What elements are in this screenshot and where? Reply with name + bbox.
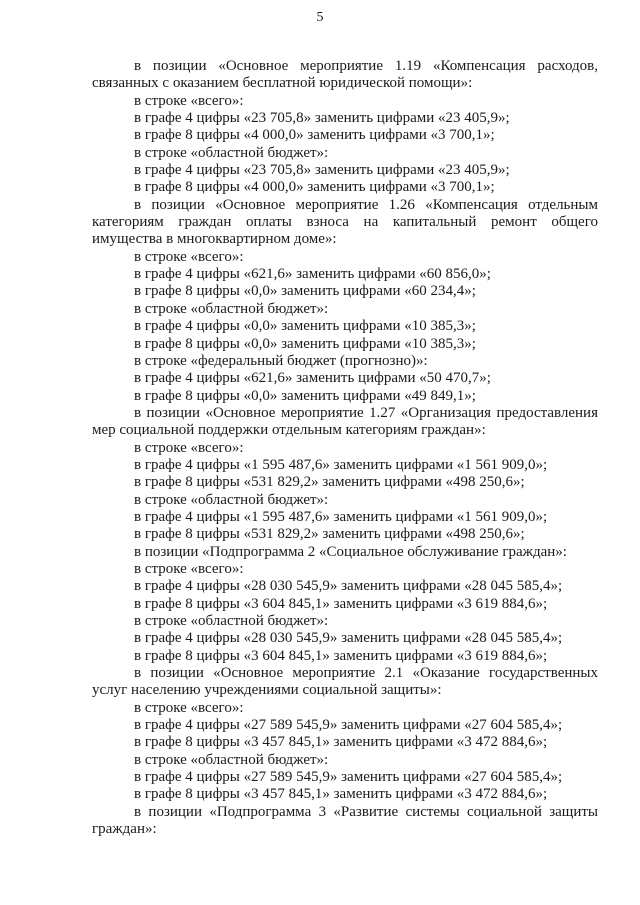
text-line: в строке «всего»:: [134, 248, 244, 265]
text-line: в графе 8 цифры «531 829,2» заменить цифрами «498 250,6»;: [134, 474, 525, 491]
text-line: в графе 8 цифры «3 604 845,1» заменить цифрами «3 619 884,6»;: [134, 595, 548, 612]
text-line: в графе 4 цифры «23 705,8» заменить цифрами «23 405,9»;: [134, 162, 510, 179]
text-line: в графе 8 цифры «3 604 845,1» заменить цифрами «3 619 884,6»;: [134, 647, 548, 664]
text-line: в позиции «Основное мероприятие 2.1 «Оказание государственных: [134, 665, 598, 682]
text-line: в позиции «Подпрограмма 2 «Социальное обслуживание граждан»:: [134, 543, 567, 560]
text-line: в графе 4 цифры «1 595 487,6» заменить цифрами «1 561 909,0»;: [134, 456, 548, 473]
text-line: мер социальной поддержки отдельным категориям граждан»:: [92, 422, 486, 439]
text-line: в графе 4 цифры «0,0» заменить цифрами «10 385,3»;: [134, 318, 476, 335]
text-line: имущества в многоквартирном доме»:: [92, 231, 337, 248]
text-line: в графе 4 цифры «28 030 545,9» заменить цифрами «28 045 585,4»;: [134, 630, 563, 647]
text-line: в строке «областной бюджет»:: [134, 751, 329, 768]
text-line: в графе 4 цифры «27 589 545,9» заменить цифрами «27 604 585,4»;: [134, 717, 563, 734]
text-line: в графе 8 цифры «4 000,0» заменить цифрами «3 700,1»;: [134, 179, 495, 196]
text-line: в графе 8 цифры «4 000,0» заменить цифрами «3 700,1»;: [134, 127, 495, 144]
text-line: граждан»:: [92, 821, 157, 838]
text-line: услуг населению учреждениями социальной защиты»:: [92, 682, 442, 699]
text-line: в графе 4 цифры «621,6» заменить цифрами «50 470,7»;: [134, 370, 491, 387]
text-line: в строке «областной бюджет»:: [134, 613, 329, 629]
text-line: в графе 8 цифры «0,0» заменить цифрами «60 234,4»;: [134, 283, 476, 300]
text-line: в позиции «Подпрограмма 3 «Развитие системы социальной защиты: [134, 803, 598, 820]
text-line: в строке «всего»:: [134, 699, 244, 716]
text-line: в строке «всего»:: [134, 439, 244, 456]
text-line: в позиции «Основное мероприятие 1.27 «Организация предоставления: [134, 404, 598, 421]
text-line: в строке «федеральный бюджет (прогнозно)»:: [134, 352, 428, 369]
text-line: в графе 4 цифры «28 030 545,9» заменить цифрами «28 045 585,4»;: [134, 578, 563, 595]
text-line: в графе 8 цифры «0,0» заменить цифрами «10 385,3»;: [134, 335, 476, 352]
page-number: 5: [316, 10, 324, 25]
text-line: в строке «областной бюджет»:: [134, 300, 329, 317]
text-line: категориям граждан оплаты взноса на капитальный ремонт общего: [92, 214, 598, 231]
text-line: в строке «областной бюджет»:: [134, 144, 329, 161]
text-line: в графе 4 цифры «621,6» заменить цифрами «60 856,0»;: [134, 266, 491, 283]
text-line: в позиции «Основное мероприятие 1.26 «Компенсация отдельным: [134, 196, 598, 213]
text-line: в графе 8 цифры «3 457 845,1» заменить цифрами «3 472 884,6»;: [134, 786, 548, 803]
text-line: связанных с оказанием бесплатной юридической помощи»:: [92, 75, 473, 92]
text-line: в графе 4 цифры «1 595 487,6» заменить цифрами «1 561 909,0»;: [134, 508, 548, 525]
text-line: в графе 8 цифры «3 457 845,1» заменить цифрами «3 472 884,6»;: [134, 734, 548, 751]
text-line: в графе 8 цифры «0,0» заменить цифрами «49 849,1»;: [134, 387, 476, 404]
text-line: в графе 8 цифры «531 829,2» заменить цифрами «498 250,6»;: [134, 526, 525, 543]
text-line: в строке «всего»:: [134, 92, 244, 109]
text-line: в строке «всего»:: [134, 560, 244, 577]
text-line: в графе 4 цифры «27 589 545,9» заменить цифрами «27 604 585,4»;: [134, 769, 563, 786]
document-body: [92, 58, 598, 838]
text-line: в позиции «Основное мероприятие 1.19 «Компенсация расходов,: [134, 58, 598, 74]
text-line: в графе 4 цифры «23 705,8» заменить цифрами «23 405,9»;: [134, 110, 510, 127]
text-line: в строке «областной бюджет»:: [134, 491, 329, 508]
